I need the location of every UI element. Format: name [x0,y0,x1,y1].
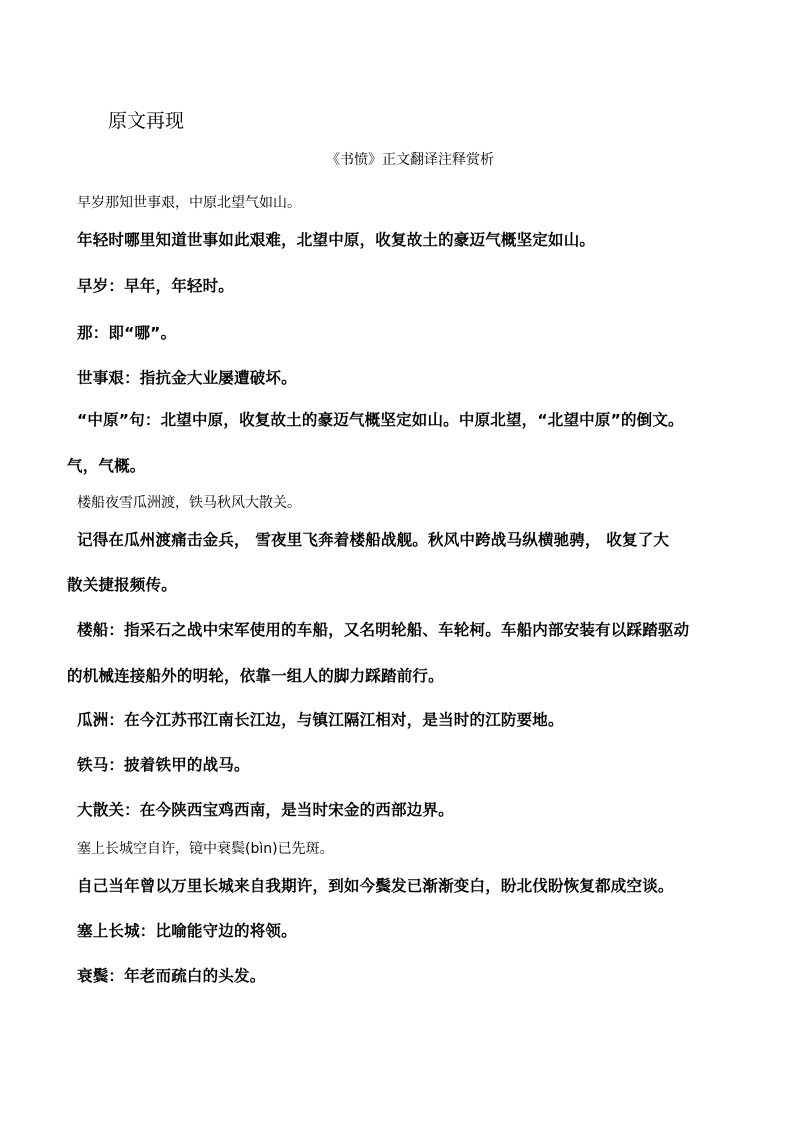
note-louchuan-cont: 的机械连接船外的明轮，依靠一组人的脚力踩踏前行。 [67,667,444,685]
note-shuaibin: 衰鬓：年老而疏白的头发。 [77,967,266,985]
note-zaosui: 早岁：早年，年轻时。 [77,277,235,295]
poem-line-1: 早岁那知世事艰，中原北望气如山。 [77,195,301,211]
translation-line-1: 年轻时哪里知道世事如此艰难，北望中原，收复故土的豪迈气概坚定如山。 [77,231,596,249]
note-shishijian: 世事艰：指抗金大业屡遭破坏。 [77,369,297,387]
poem-line-3: 塞上长城空自许，镜中衰鬓(bìn)已先斑。 [77,841,334,857]
note-guazhou: 瓜洲：在今江苏邗江南长江边，与镇江隔江相对，是当时的江防要地。 [77,711,564,729]
note-dasanguan: 大散关：在今陕西宝鸡西南，是当时宋金的西部边界。 [77,801,454,819]
section-heading: 原文再现 [108,110,185,132]
translation-line-2: 记得在瓜州渡痛击金兵， 雪夜里飞奔着楼船战舰。秋风中跨战马纵横驰骋， 收复了大 [77,531,670,549]
translation-line-3: 自己当年曾以万里长城来自我期许，到如今鬓发已渐渐变白，盼北伐盼恢复都成空谈。 [77,877,674,895]
translation-line-2-cont: 散关捷报频传。 [67,576,177,594]
note-zhongyuan-cont: 气，气概。 [67,457,146,475]
document-title: 《书愤》正文翻译注释赏析 [326,152,494,168]
note-saishangchangcheng: 塞上长城：比喻能守边的将领。 [77,922,297,940]
note-tiema: 铁马：披着铁甲的战马。 [77,756,250,774]
poem-line-2: 楼船夜雪瓜洲渡，铁马秋风大散关。 [77,495,301,511]
note-louchuan: 楼船：指采石之战中宋军使用的车船，又名明轮船、车轮柯。车船内部安装有以踩踏驱动 [77,621,690,639]
note-zhongyuan: “中原”句：北望中原，收复故土的豪迈气概坚定如山。中原北望，“北望中原”的倒文。 [77,411,684,429]
note-na: 那：即“哪”。 [77,324,177,342]
